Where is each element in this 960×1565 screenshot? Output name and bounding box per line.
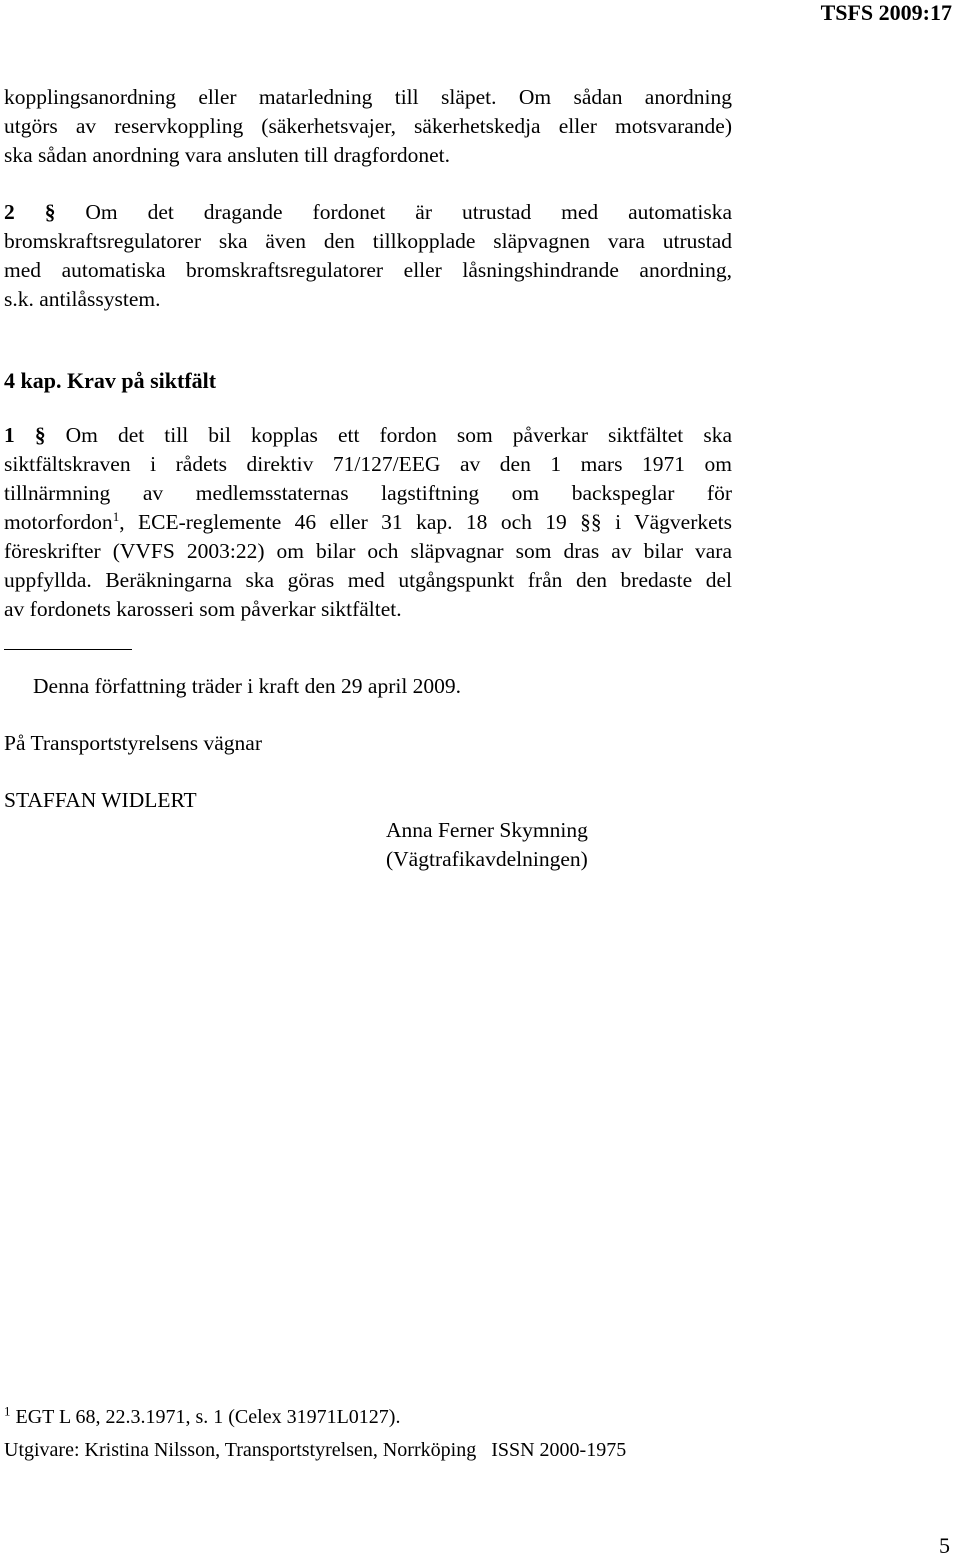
section-number: 2 § bbox=[4, 200, 56, 224]
text-line: kopplingsanordning eller matarledning till släpet. Om sådan anordning bbox=[4, 85, 732, 109]
section-number: 1 § bbox=[4, 423, 46, 447]
divider-rule bbox=[4, 649, 132, 650]
paragraph-section-1 bbox=[4, 421, 732, 624]
text-line: av fordonets karosseri som påverkar siktfältet. bbox=[4, 597, 402, 621]
footnote-number: 1 bbox=[4, 1403, 11, 1419]
text-line: uppfyllda. Beräkningarna ska göras med utgångspunkt från den bredaste del bbox=[4, 568, 732, 592]
text-line: s.k. antilåssystem. bbox=[4, 287, 161, 311]
authority-line: På Transportstyrelsens vägnar bbox=[4, 731, 262, 755]
footnote-text: EGT L 68, 22.3.1971, s. 1 (Celex 31971L0127). bbox=[15, 1406, 401, 1428]
text-fragment: motorfordon bbox=[4, 510, 113, 534]
text-line: Om det till bil kopplas ett fordon som påverkar siktfältet ska bbox=[45, 423, 733, 447]
text-line: utgörs av reservkoppling (säkerhetsvajer, säkerhetskedja eller motsvarande) bbox=[4, 114, 732, 138]
text-line: Om det dragande fordonet är utrustad med automatiska bbox=[55, 200, 733, 224]
publisher-line: Utgivare: Kristina Nilsson, Transportstyrelsen, Norrköping ISSN 2000-1975 bbox=[4, 1439, 627, 1461]
effective-date: Denna författning träder i kraft den 29 april 2009. bbox=[33, 674, 462, 698]
text-line: ska sådan anordning vara ansluten till dragfordonet. bbox=[4, 143, 450, 167]
footnote bbox=[4, 1403, 401, 1429]
text-line: bromskraftsregulatorer ska även den tillkopplade släpvagnen vara utrustad bbox=[4, 229, 732, 253]
signatory-secondary-department: (Vägtrafikavdelningen) bbox=[386, 847, 588, 871]
page-number: 5 bbox=[939, 1533, 950, 1558]
paragraph-continuation bbox=[4, 83, 732, 170]
paragraph-section-2 bbox=[4, 198, 732, 314]
text-line: föreskrifter (VVFS 2003:22) om bilar och släpvagnar som dras av bilar vara bbox=[4, 539, 732, 563]
text-line: med automatiska bromskraftsregulatorer eller låsningshindrande anordning, bbox=[4, 258, 732, 282]
text-line: tillnärmning av medlemsstaternas lagstiftning om backspeglar för bbox=[4, 481, 732, 505]
signatory-secondary-name: Anna Ferner Skymning bbox=[386, 818, 588, 842]
document-id: TSFS 2009:17 bbox=[820, 0, 952, 25]
chapter-heading: 4 kap. Krav på siktfält bbox=[4, 368, 217, 393]
text-line: siktfältskraven i rådets direktiv 71/127/EEG av den 1 mars 1971 om bbox=[4, 452, 732, 476]
text-fragment: , ECE-reglemente 46 eller 31 kap. 18 och 19 §§ i Vägverkets bbox=[119, 510, 732, 534]
text-line bbox=[4, 508, 732, 537]
footnote-reference: 1 bbox=[112, 508, 120, 524]
signatory-primary: STAFFAN WIDLERT bbox=[4, 788, 197, 812]
